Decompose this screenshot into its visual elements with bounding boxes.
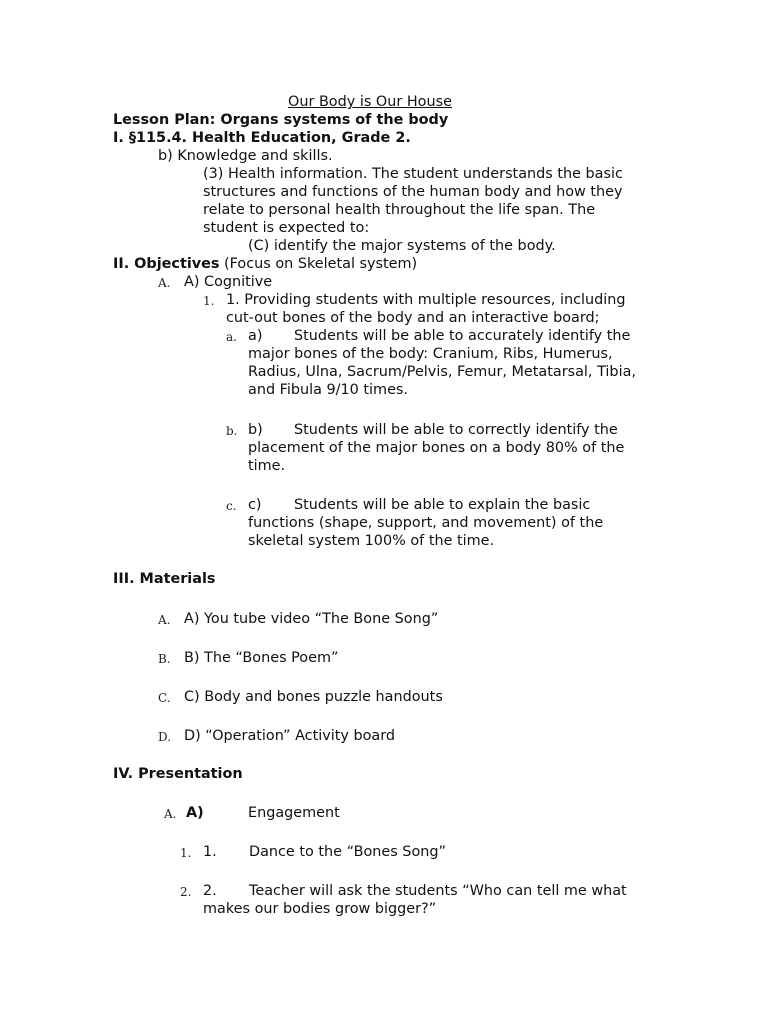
list-marker-1: 1.: [203, 294, 215, 308]
identify-systems: (C) identify the major systems of the body.: [248, 238, 556, 254]
objective-a-line-3: Radius, Ulna, Sacrum/Pelvis, Femur, Metatarsal, Tibia,: [248, 364, 636, 380]
objective-a-label: a): [248, 328, 263, 344]
engagement-label: A): [186, 805, 204, 821]
cognitive-label: A) Cognitive: [184, 274, 273, 290]
material-item: D) “Operation” Activity board: [184, 728, 396, 744]
knowledge-skills: b) Knowledge and skills.: [158, 148, 333, 164]
objective-b-line-2: placement of the major bones on a body 80% of the: [248, 440, 625, 456]
health-info-line-4: student is expected to:: [203, 220, 370, 236]
list-marker-A: A.: [158, 276, 171, 290]
section-3-heading: III. Materials: [113, 571, 216, 587]
list-marker-C: C.: [158, 691, 171, 705]
material-item: A) You tube video “The Bone Song”: [184, 611, 439, 627]
objective-b-line-1: Students will be able to correctly identify the: [294, 422, 618, 438]
lesson-plan-subtitle: Lesson Plan: Organs systems of the body: [113, 112, 449, 128]
engagement-item-label: 1.: [203, 844, 217, 860]
engagement-rest: ngagement: [257, 805, 340, 821]
list-marker-B: B.: [158, 652, 171, 666]
resources-line-2: cut-out bones of the body and an interactive board;: [226, 310, 600, 326]
engagement-heading: [248, 804, 340, 822]
health-info-line-3: relate to personal health throughout the life span. The: [203, 202, 596, 218]
objective-c-line-2: functions (shape, support, and movement) of the: [248, 515, 604, 531]
document-title: Our Body is Our House: [288, 94, 452, 110]
objective-a-line-2: major bones of the body: Cranium, Ribs, Humerus,: [248, 346, 613, 362]
objective-c-label: c): [248, 497, 262, 513]
engagement-item-line: makes our bodies grow bigger?”: [203, 901, 437, 917]
list-marker-2: 2.: [180, 885, 192, 899]
list-marker-A: A.: [164, 807, 177, 821]
material-item: B) The “Bones Poem”: [184, 650, 339, 666]
material-item: C) Body and bones puzzle handouts: [184, 689, 443, 705]
list-marker-D: D.: [158, 730, 172, 744]
objectives-focus: (Focus on Skeletal system): [219, 256, 418, 272]
engagement-item-line: Teacher will ask the students “Who can tell me what: [249, 883, 627, 899]
objective-c-line-1: Students will be able to explain the basic: [294, 497, 591, 513]
objective-a-line-4: and Fibula 9/10 times.: [248, 382, 408, 398]
objective-b-line-3: time.: [248, 458, 286, 474]
health-info-line-1: (3) Health information. The student understands the basic: [203, 166, 623, 182]
list-marker-b: b.: [226, 424, 238, 438]
list-marker-c: c.: [226, 499, 237, 513]
objective-a-line-1: Students will be able to accurately identify the: [294, 328, 631, 344]
list-marker-1: 1.: [180, 846, 192, 860]
health-info-line-2: structures and functions of the human body and how they: [203, 184, 623, 200]
section-2-heading: [113, 255, 417, 273]
resources-line-1: 1. Providing students with multiple resources, including: [226, 292, 626, 308]
objective-c-line-3: skeletal system 100% of the time.: [248, 533, 495, 549]
engagement-item-line: Dance to the “Bones Song”: [249, 844, 446, 860]
section-1-heading: I. §115.4. Health Education, Grade 2.: [113, 130, 411, 146]
section-4-heading: IV. Presentation: [113, 766, 243, 782]
objective-b-label: b): [248, 422, 263, 438]
engagement-initial: E: [248, 805, 258, 821]
list-marker-A: A.: [158, 613, 171, 627]
engagement-item-label: 2.: [203, 883, 217, 899]
objectives-label: II. Objectives: [113, 256, 220, 272]
list-marker-a: a.: [226, 330, 237, 344]
